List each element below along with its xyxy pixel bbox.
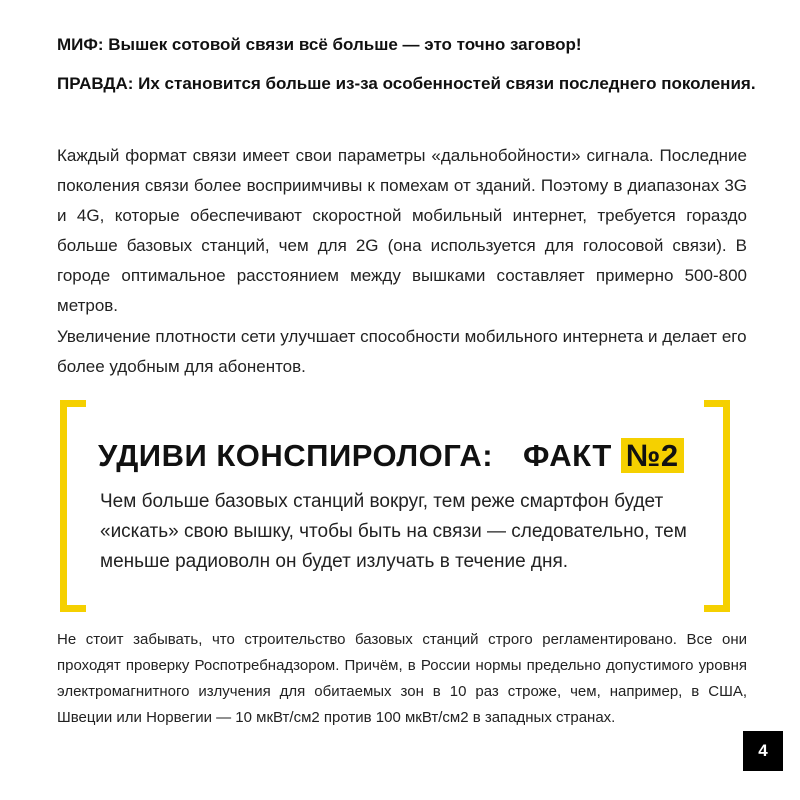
fact-label: ФАКТ [523,438,612,473]
fact-title-text: УДИВИ КОНСПИРОЛОГА: [98,438,494,473]
page-number: 4 [743,731,783,771]
bottom-paragraph: Не стоит забывать, что строительство базовых станций строго регламентировано. Все они проходят проверку Роспотребнадзором. Причём, в России нормы предельно допустимого уровня электромагнитного излучения для обитаемых зон в 10 раз строже, чем, например, в США, Швеции или Норвегии — 10 мкВт/см2 против 100 мкВт/см2 в западных странах. [57,631,747,726]
truth-heading: ПРАВДА: Их становится больше из-за особенностей связи последнего поколения. [57,74,756,93]
fact-number-badge: №2 [621,438,684,473]
left-bracket-decoration [60,400,86,612]
body-paragraph-1: Каждый формат связи имеет свои параметры «дальнобойности» сигнала. Последние поколения связи более восприимчивы к помехам от зданий. Поэтому в диапазонах 3G и 4G, которые обеспечивают скоростной мобильный интернет, требуется гораздо больше базовых станций, чем для 2G (она используется для голосовой связи). В городе оптимальное расстоянием между вышками составляет примерно 500-800 метров. [57,146,747,315]
fact-body: Чем больше базовых станций вокруг, тем реже смартфон будет «искать» свою вышку, чтобы быть на связи — следовательно, тем меньше радиоволн он будет излучать в течение дня. [100,491,687,572]
myth-heading: МИФ: Вышек сотовой связи всё больше — это точно заговор! [57,35,582,54]
fact-title [98,436,684,476]
body-paragraph-2: Увеличение плотности сети улучшает способности мобильного интернета и делает его более удобным для абонентов. [57,327,747,376]
